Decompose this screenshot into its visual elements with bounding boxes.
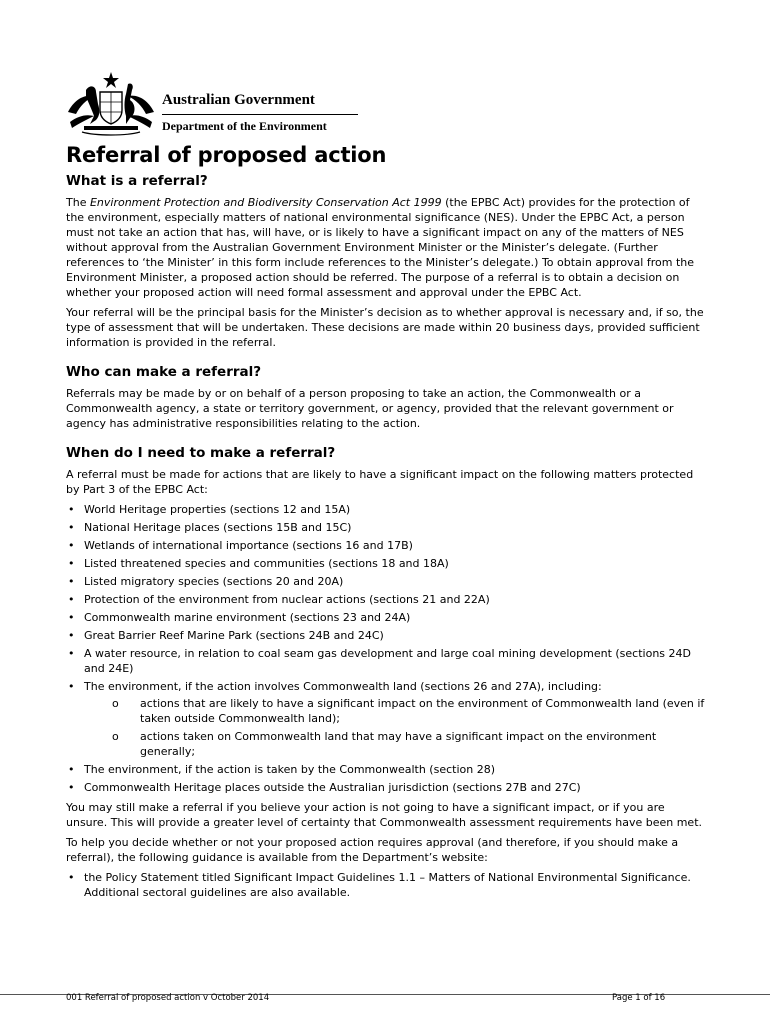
when-paragraph-after-2: To help you decide whether or not your proposed action requires approval (and therefore, if you should make a referral), the following guidance is available from the Department’s website: — [66, 836, 679, 864]
what-paragraph-2: Your referral will be the principal basis for the Minister’s decision as to whether approval is necessary and, if so, the type of assessment that will be undertaken. These decisions are made within 20 business days, provided sufficient information is provided in the referral. — [66, 306, 704, 349]
who-paragraph: Referrals may be made by or on behalf of a person proposing to take an action, the Commonwealth or a Commonwealth agency, a state or territory government, or agency, provided that the relevant government or agency has administrative responsibilities relating to the action. — [66, 387, 674, 430]
list-item: • Listed migratory species (sections 20 and 20A) — [66, 574, 706, 589]
matters-list — [66, 502, 706, 795]
when-intro: A referral must be made for actions that are likely to have a significant impact on the following matters protected by Part 3 of the EPBC Act: — [66, 468, 694, 496]
list-item: • Great Barrier Reef Marine Park (sections 24B and 24C) — [66, 628, 706, 643]
footer-document-id: 001 Referral of proposed action v October 2014 — [66, 993, 270, 1003]
guidance-list — [66, 870, 706, 900]
list-item: • The environment, if the action is taken by the Commonwealth (section 28) — [66, 762, 706, 777]
list-item: • Listed threatened species and communities (sections 18 and 18A) — [66, 556, 706, 571]
sub-list-item: o actions taken on Commonwealth land that may have a significant impact on the environment generally; — [84, 729, 706, 759]
when-heading: When do I need to make a referral? — [66, 445, 336, 461]
who-heading: Who can make a referral? — [66, 364, 262, 380]
what-heading: What is a referral? — [66, 173, 208, 189]
act-name: Environment Protection and Biodiversity Conservation Act 1999 — [89, 196, 442, 209]
list-item: • Commonwealth Heritage places outside the Australian jurisdiction (sections 27B and 27C) — [66, 780, 706, 795]
list-item: • A water resource, in relation to coal seam gas development and large coal mining development (sections 24D and 24E) — [66, 646, 706, 676]
page-title: Referral of proposed action — [66, 143, 387, 167]
list-item: • World Heritage properties (sections 12 and 15A) — [66, 502, 706, 517]
when-paragraph-after-1: You may still make a referral if you believe your action is not going to have a significant impact, or if you are unsure. This will provide a greater level of certainty that Commonwealth assessment requirements have been met. — [66, 801, 703, 829]
sub-list — [84, 696, 706, 759]
list-item-commonwealth-land: • The environment, if the action involves Commonwealth land (sections 26 and 27A), including: o actions that are likely to have a significant impact on the environment of Commonwealth land (even if taken outside Commonwealth land); o actions taken on Commonwealth land that may have a significant impact on the environment generally; — [66, 679, 706, 759]
list-item: • Commonwealth marine environment (sections 23 and 24A) — [66, 610, 706, 625]
list-item: • Wetlands of international importance (sections 16 and 17B) — [66, 538, 706, 553]
list-item: • Protection of the environment from nuclear actions (sections 21 and 22A) — [66, 592, 706, 607]
header-divider — [162, 114, 358, 115]
list-item: • National Heritage places (sections 15B and 15C) — [66, 520, 706, 535]
footer-page-number: Page 1 of 16 — [612, 993, 666, 1003]
government-name: Australian Government — [162, 92, 315, 108]
guidance-item: • the Policy Statement titled Significant Impact Guidelines 1.1 – Matters of National Environmental Significance. Additional sectoral guidelines are also available. — [66, 870, 706, 900]
what-paragraph-1: The Environment Protection and Biodiversity Conservation Act 1999 (the EPBC Act) provides for the protection of the environment, especially matters of national environmental significance (NES). Under the EPBC Act, a person must not take an action that has, will have, or is likely to have a significant impact on any of the matters of NES without approval from the Australian Government Environment Minister or the Minister’s delegate. (Further references to ‘the Minister’ in this form include references to the Minister’s delegate.) To obtain approval from the Environment Minister, a proposed action should be referred. The purpose of a referral is to obtain a decision on whether your proposed action will need formal assessment and approval under the EPBC Act. — [66, 196, 694, 299]
document-body — [66, 143, 706, 905]
sub-list-item: o actions that are likely to have a significant impact on the environment of Commonwealth land (even if taken outside Commonwealth land); — [84, 696, 706, 726]
department-name: Department of the Environment — [162, 119, 327, 133]
